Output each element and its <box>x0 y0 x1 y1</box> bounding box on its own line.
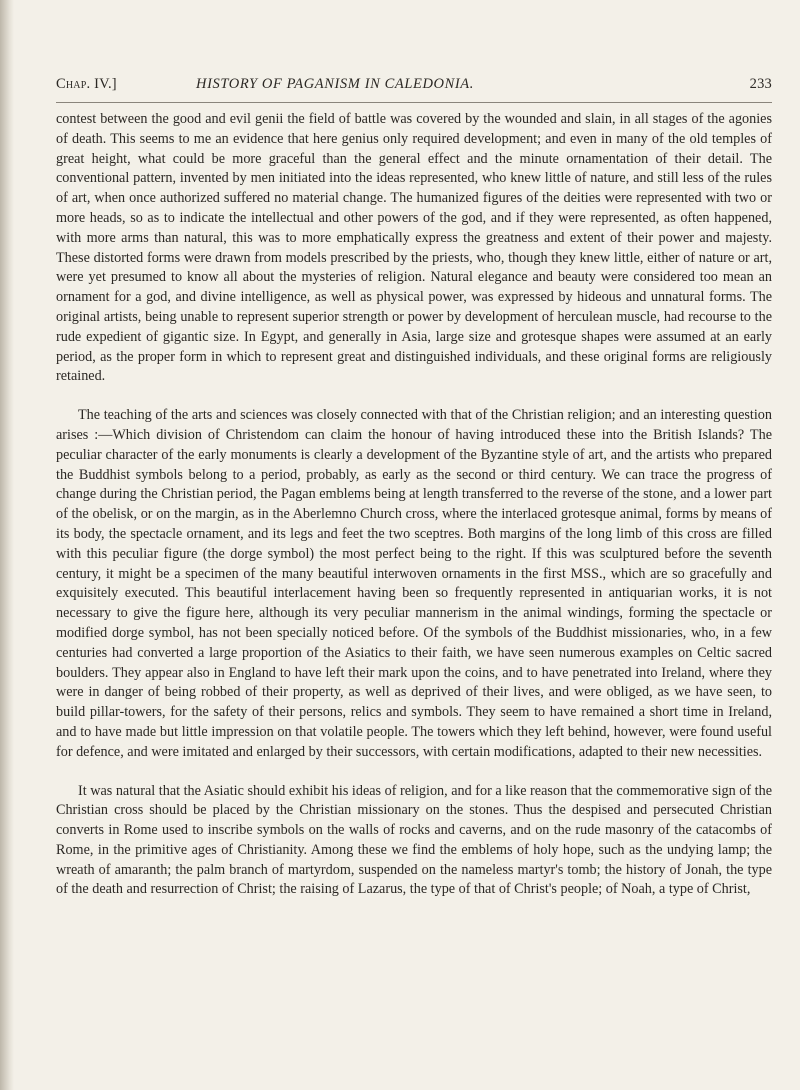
paragraph-3: It was natural that the Asiatic should exhibit his ideas of religion, and for a like reason that the commemorative sign of the Christian cross should be placed by the Christian missionary on the stones. Thus the despised and persecuted Christian converts in Rome used to inscribe symbols on the walls of rocks and caverns, and on the rude masonry of the catacombs of Rome, in the primitive ages of Christianity. Among these we find the emblems of holy hope, such as the undying lamp; the wreath of amaranth; the palm branch of martyrdom, suspended on the nameless martyr's tomb; the history of Jonah, the type of the death and resurrection of Christ; the raising of Lazarus, the type of that of Christ's people; of Noah, a type of Christ, <box>56 782 772 898</box>
chapter-label: Chap. IV.] <box>56 76 117 92</box>
running-title: HISTORY OF PAGANISM IN CALEDONIA. <box>196 76 474 92</box>
page-edge-shadow <box>0 0 14 1090</box>
header-rule <box>56 102 772 103</box>
page-body <box>56 110 772 919</box>
paragraph-1: contest between the good and evil genii the field of battle was covered by the wounded and slain, in all stages of the agonies of death. This seems to me an evidence that here genius only required development; and even in many of the old temples of great height, what could be more graceful than the general effect and the minute ornamentation of their detail. The conventional pattern, invented by men initiated into the ideas represented, who knew little of nature, and still less of the rules of art, when once authorized suffered no material change. The humanized figures of the deities were represented with two or more heads, so as to indicate the intellectual and other powers of the god, and if they were represented, as often happened, with more arms than natural, this was to more emphatically express the greatness and extent of their power and majesty. These distorted forms were drawn from models prescribed by the priests, who, though they knew little, either of nature or art, were yet presumed to know all about the mysteries of religion. Natural elegance and beauty were considered too mean an ornament for a god, and divine intelligence, as well as physical power, was expressed by hideous and unnatural forms. The original artists, being unable to represent superior strength or power by development of herculean muscle, had recourse to the rude expedient of gigantic size. In Egypt, and generally in Asia, large size and grotesque shapes were assumed at an early period, as the proper form in which to represent great and distinguished individuals, and these original forms are religiously retained. <box>56 111 772 385</box>
paragraph-2: The teaching of the arts and sciences was closely connected with that of the Christian religion; and an interesting question arises :—Which division of Christendom can claim the honour of having introduced these into the British Islands? The peculiar character of the early monuments is clearly a development of the Byzantine style of art, and the artists who prepared the Buddhist symbols belong to a period, probably, as early as the second or third century. We can trace the progress of change during the Christian period, the Pagan emblems being at length transferred to the reverse of the stone, and a lower part of the obelisk, or on the margin, as in the Aberlemno Church cross, where the interlaced grotesque animal, forms by means of its body, the spectacle ornament, and its legs and feet the two sceptres. Both margins of the long limb of this cross are filled with this peculiar figure (the dorge symbol) the most perfect being to the right. If this was sculptured before the seventh century, it might be a specimen of the many beautiful interwoven ornaments in the first MSS., which are so gracefully and exquisitely executed. This beautiful interlacement having been so frequently represented in antiquarian works, it is not necessary to give the figure here, although its very peculiar mannerism in the animal windings, forming the spectacle or modified dorge symbol, has not been specially noticed before. Of the symbols of the Buddhist missionaries, who, in a few centuries had converted a large proportion of the Asiatics to their faith, we have seen numerous examples on Celtic sacred boulders. They appear also in England to have left their mark upon the coins, and to have penetrated into Ireland, where they were in danger of being robbed of their property, as well as deprived of their lives, and were obliged, as we have seen, to build pillar-towers, for the safety of their persons, relics and symbols. They seem to have remained a short time in Ireland, and to have made but little impression on that volatile people. The towers which they left behind, however, were found useful for defence, and were imitated and enlarged by their successors, with certain modifications, adapted to their new necessities. <box>56 407 772 760</box>
page-number: 233 <box>749 76 772 92</box>
running-header <box>56 74 772 96</box>
